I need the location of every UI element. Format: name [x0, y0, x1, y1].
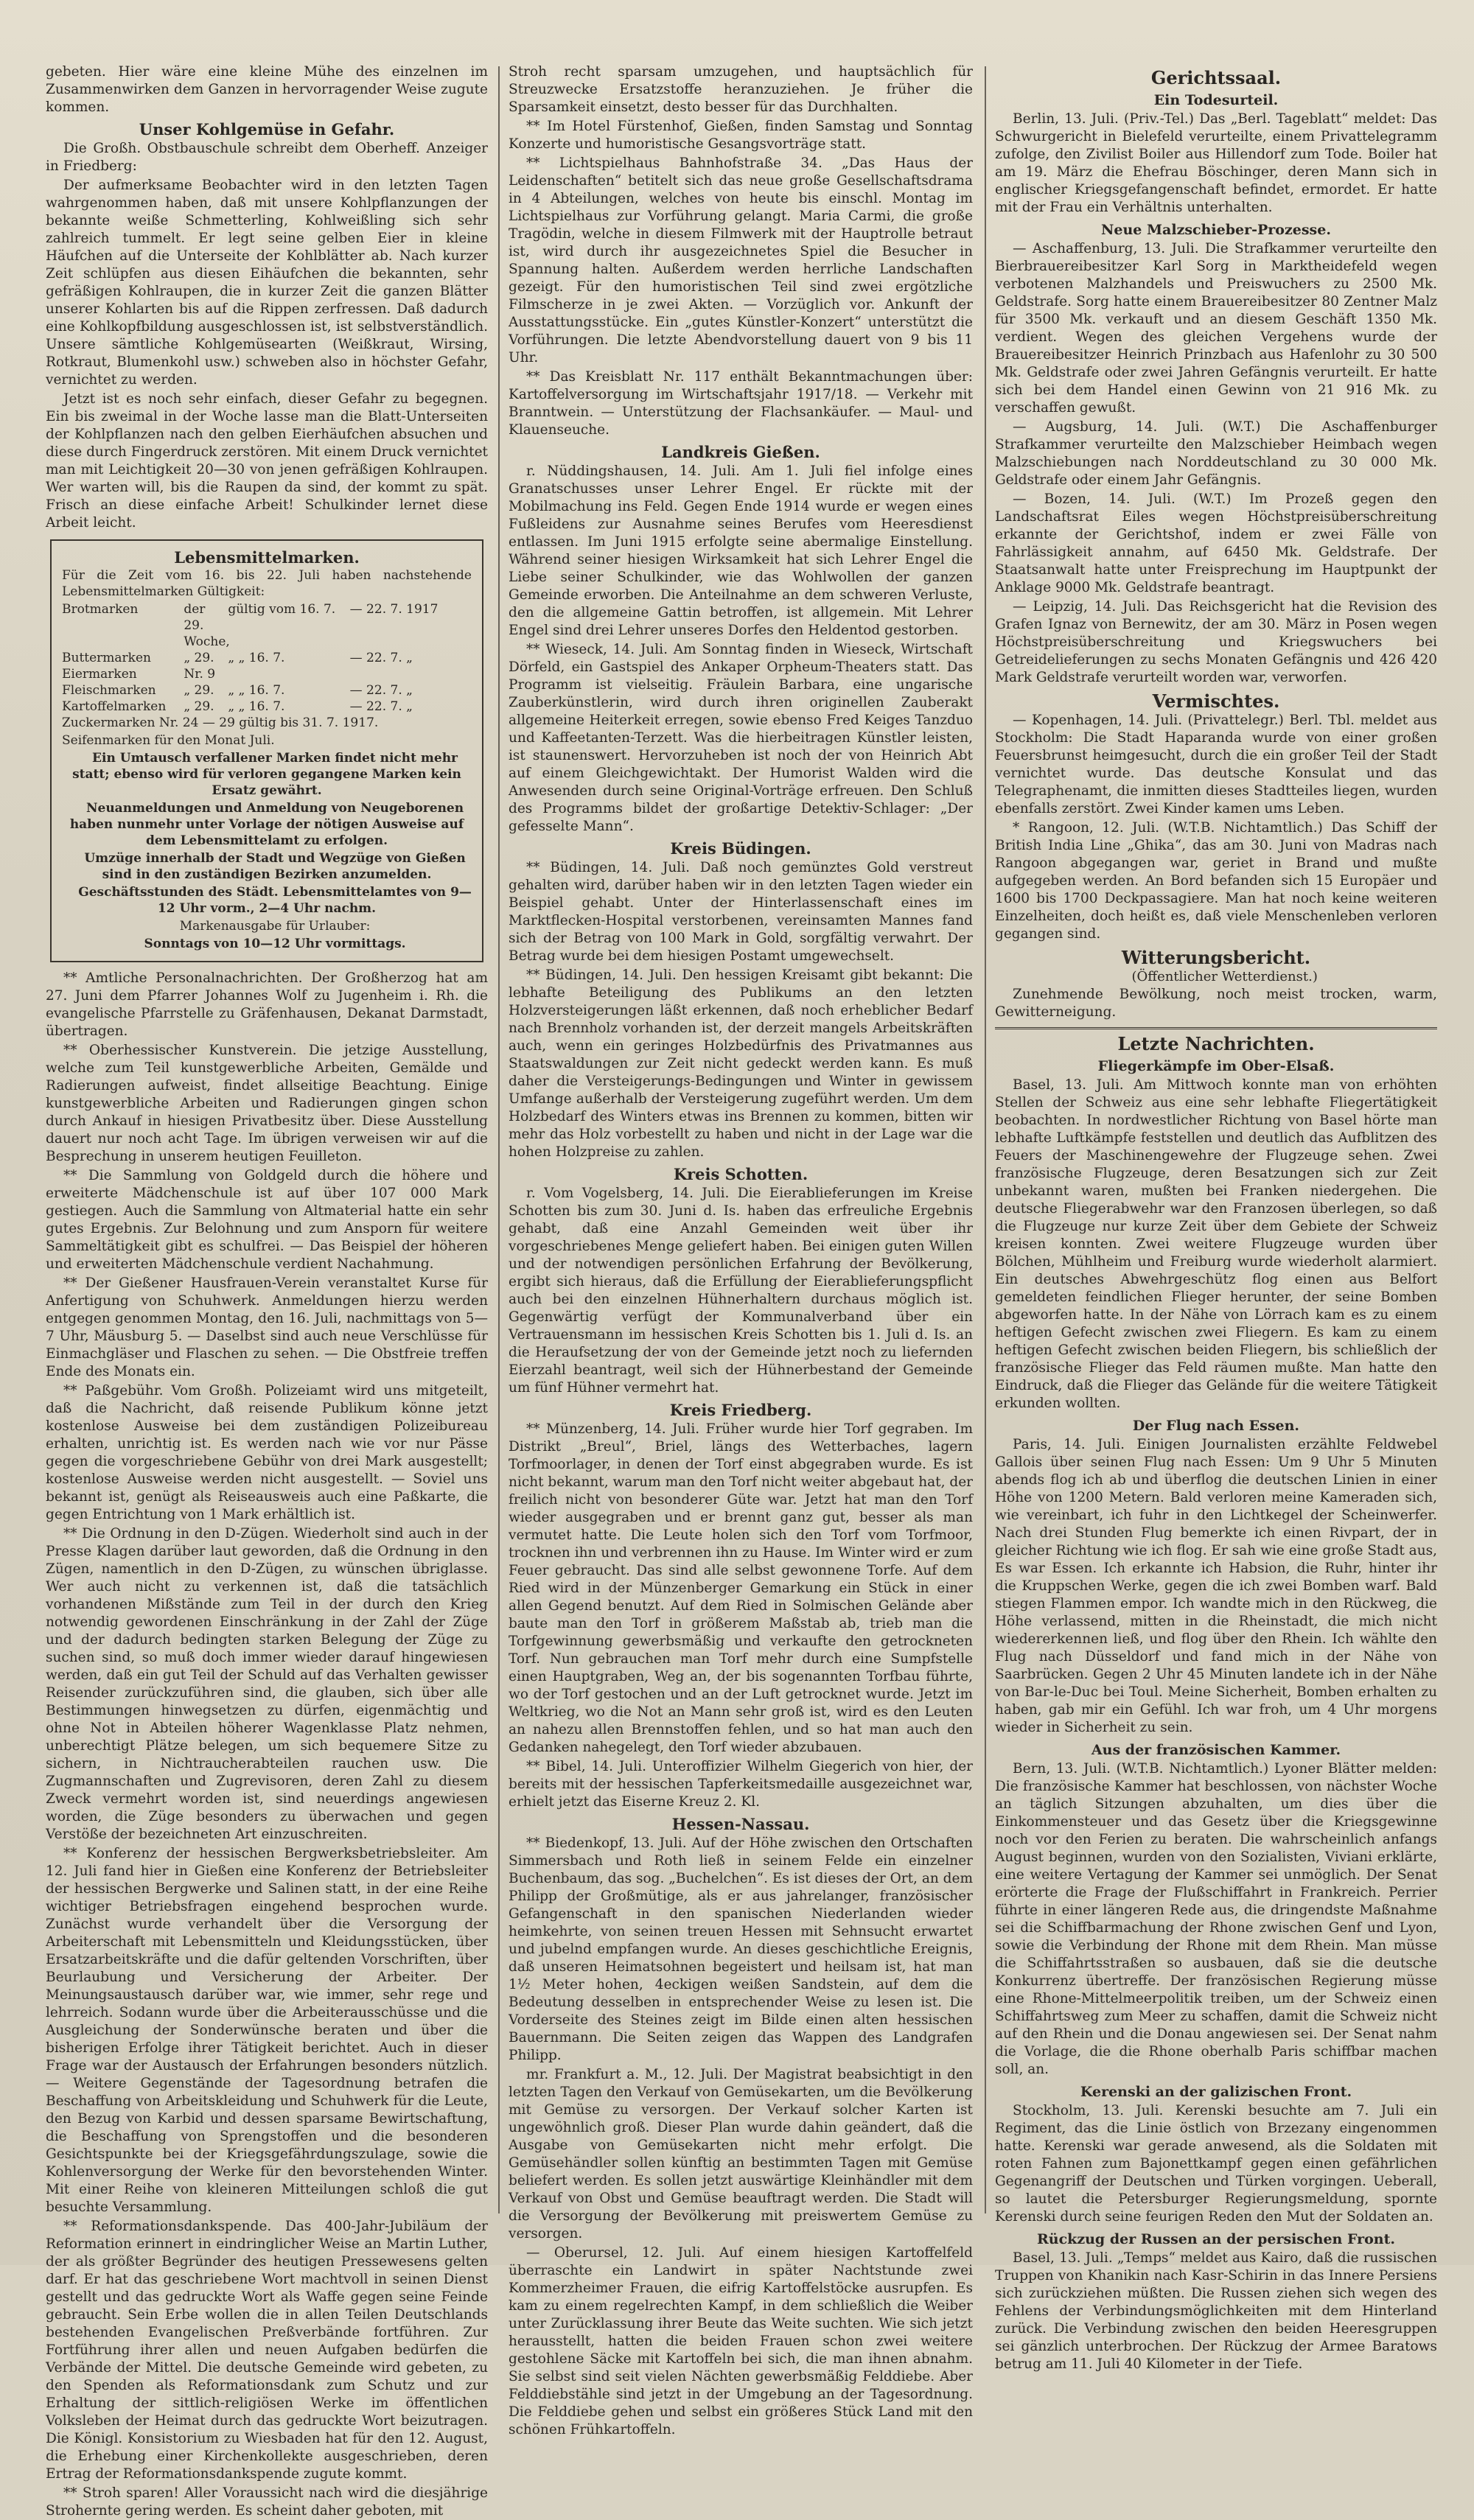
notice-title: Lebensmittelmarken. [174, 548, 360, 567]
article-text: ** Oberhessischer Kunstverein. Die jetzige Ausstellung, welche zum Teil kunstgewerbliche Arbeiten, Gemälde und Radierungen aufweist, findet allseitige Beachtung. Einige kunstgewerbliche Arbeiten und Radierungen gingen schon durch Ankauf in hiesigen Privatbesitz über. Diese Ausstellung dauert nur noch acht Tage. Im übrigen verweisen wir auf die Besprechung in unserem heutigen Feuilleton. [46, 1043, 488, 1164]
notice-bold: Neuanmeldungen und Anmeldung von Neugeborenen haben nunmehr unter Vorlage der nötigen Ausweise auf dem Lebensmittelamt zu erfolgen. [69, 801, 464, 848]
marken-cell: der 29. Woche, [184, 602, 230, 649]
section-heading: Hessen-Nassau. [671, 1815, 810, 1833]
article-text: ** Konferenz der hessischen Bergwerksbetriebsleiter. Am 12. Juli fand hier in Gießen eine Konferenz der Betriebsleiter der hessischen Bergwerke und Salinen statt, in der eine Reihe wichtiger Betriebsfragen eingehend besprochen wurde. Zunächst wurde verhandelt über die Versorgung der Arbeiterschaft mit Lebensmitteln und Kleidungsstücken, über Ersatzarbeitskräfte und die dafür geltenden Vorschriften, über Beurlaubung und Versicherung der Arbeiter. Der Meinungsaustausch darüber war, wie immer, sehr rege und lehrreich. Sodann wurde über die Arbeiterausschüsse und die Ausgleichung der Sonderwünsche beraten und über die bisherigen Erfolge ihrer Tätigkeit berichtet. Auch in dieser Frage war der Austausch der Erfahrungen besonders nützlich. — Weitere Gegenstände der Tagesordnung betrafen die Beschaffung von Arbeitskleidung und Schuhwerk für die Leute, den Bezug von Karbid und dessen sparsame Bewirtschaftung, die Beschaffung von Sprengstoffen und die besonderen Gesichtspunkte bei der Kriegsgefährdungszulage, sowie die Kohlenversorgung der Werke für den bevorstehenden Winter. Mit einer Reihe von kleineren Mitteilungen schloß die gut besuchte Versammlung. [46, 1846, 488, 2215]
section-heading: Landkreis Gießen. [661, 443, 820, 461]
marken-cell: Nr. 9 [184, 667, 216, 682]
article-text: ** Im Hotel Fürstenhof, Gießen, finden Samstag und Sonntag Konzerte und humoristische Gesangsvorträge statt. [509, 119, 973, 152]
section-heading: Kreis Schotten. [673, 1165, 808, 1183]
column-right [995, 63, 1437, 2372]
marken-cell: „ 29. [184, 651, 214, 665]
marken-cell: „ „ 16. 7. [228, 683, 285, 698]
article-text: — Leipzig, 14. Juli. Das Reichsgericht hat die Revision des Grafen Ignaz von Bernewitz, der am 30. März in Posen wegen Höchstpreisüberschreitung und Kriegswuchers bei Getreidelieferungen zu sechs Monaten Gefängnis und 426 420 Mark Geldstrafe verurteilt worden war, verworfen. [995, 599, 1437, 685]
marken-cell: — 22. 7. 1917 [349, 602, 439, 617]
article-text: ** Münzenberg, 14. Juli. Früher wurde hier Torf gegraben. Im Distrikt „Breul“, Briel, längs des Wetterbaches, lagern Torfmoorlager, in denen der Torf einst abgegraben wurde. Es ist nicht bekannt, warum man den Torf nicht weiter abgebaut hat, der freilich nicht von besonderer Güte war. Jetzt hat man den Torf wieder ausgegraben und er brennt ganz gut, besser als man vermutet hatte. Die Leute holen sich den Torf vom Torfmoor, trocknen ihn und verbrennen ihn zu Hause. Im Winter wird er zum Feuer gebraucht. Das sind alle selbst gewonnene Torfe. Auf dem Ried wird in der Münzenberger Gemarkung ein Stück in einer allen Gegend benutzt. Auf dem Ried in Solmischen Gelände aber baute man den Torf in größerem Maßstab ab, trieb man die Torfgewinnung gewerbsmäßig und verkaufte den getrockneten Torf. Nun gebrauchen man Torf mehr durch eine Sumpfstelle einen Hauptgraben, Weg an, der bis sogenannten Torfbau führte, wo der Torf gestochen und an der Luft getrocknet wurde. Jetzt im Weltkrieg, wo die Not an Mann sehr groß ist, wird es den Leuten an nahezu allen Brennstoffen fehlen, und so hat man auch den Gedanken nahegelegt, den Torf wieder abzubauen. [509, 1421, 973, 1755]
marken-cell [350, 666, 472, 682]
article-text: Zunehmende Bewölkung, noch meist trocken, warm, Gewitterneigung. [995, 987, 1437, 1020]
section-heading: Letzte Nachrichten. [1117, 1033, 1315, 1054]
subheading: Fliegerkämpfe im Ober-Elsaß. [1097, 1058, 1335, 1074]
subheading: Ein Todesurteil. [1153, 92, 1279, 108]
subheading: Rückzug der Russen an der persischen Front. [1036, 2231, 1396, 2247]
article-text: Stroh recht sparsam umzugehen, und hauptsächlich für Streuzwecke Ersatzstoffe heranzuziehen. Je früher die Sparsamkeit einsetzt, desto besser für das Durchhalten. [509, 64, 973, 115]
article-text: — Augsburg, 14. Juli. (W.T.) Die Aschaffenburger Strafkammer verurteilte den Malzschieber Heimbach wegen Malzschiebungen nach Norddeutschland zu 30 000 Mk. Geldstrafe oder einem Jahr Gefängnis. [995, 419, 1437, 488]
article-text: Der aufmerksame Beobachter wird in den letzten Tagen wahrgenommen haben, daß mit unsere Kohlpflanzungen der bekannte weiße Schmetterling, Kohlweißling sich sehr zahlreich tummelt. Er legt seine gelben Eier in kleine Häufchen auf die Unterseite der Kohlblätter ab. Nach kurzer Zeit schlüpfen aus diesen Eihäufchen die bekannten, sehr gefräßigen Kohlraupen, die in kurzer Zeit die ganzen Blätter unserer Kohlarten bis auf die Rippen zerfressen. Daß dadurch eine Kohlkopfbildung ausgeschlossen ist, ist selbstverständlich. Unsere sämtliche Kohlgemüsearten (Weißkraut, Wirsing, Rotkraut, Blumenkohl usw.) schweben also in höchster Gefahr, vernichtet zu werden. [46, 178, 488, 388]
marken-cell: — 22. 7. „ [349, 683, 413, 698]
section-heading: Kreis Büdingen. [670, 839, 811, 858]
article-text: ** Reformationsdankspende. Das 400-Jahr-Jubiläum der Reformation erinnert in eindringlicher Weise an Martin Luther, der als größter Begründer des heutigen Pressewesens gelten darf. Er hat das geschriebene Wort machtvoll in seinen Dienst gestellt und das gedruckte Wort als Waffe gegen seine Feinde gebraucht. Sein Erbe wollen die in allen Teilen Deutschlands bestehenden Evangelischen Preßverbände fortführen. Zur Fortführung ihrer allen und neuen Aufgaben bedürfen die Verbände der Mittel. Die deutsche Gemeinde wird gebeten, zu den Spenden als Reformationsdank zum Schutz und zur Erhaltung der sittlich-religiösen Werke im öffentlichen Volksleben der Heimat durch das gedruckte Wort beizutragen. Die Königl. Konsistorium zu Wiesbaden hat für den 12. August, die Erhebung einer Kirchenkollekte ausgeschrieben, deren Ertrag der Reformationsdankspende zugute kommt. [46, 2219, 488, 2482]
article-text: gebeten. Hier wäre eine kleine Mühe des einzelnen im Zusammenwirken dem Ganzen in hervorragender Weise zugute kommen. [46, 64, 488, 115]
article-text: r. Vom Vogelsberg, 14. Juli. Die Eierablieferungen im Kreise Schotten bis zum 30. Juni d. Is. haben das erfreuliche Ergebnis gehabt, daß eine Anzahl Gemeinden weit über ihr vorgeschriebenes Menge geliefert haben. Bei einigen guten Willen und der notwendigen persönlichen Erfahrung der Bevölkerung, ergibt sich hieraus, daß die Erfüllung der Eierablieferungspflicht auch bei den einzelnen Hühnerhaltern durchaus möglich ist. Gegenwärtig verfügt der Kommunalverband über ein Vertrauensmann im hessischen Kreis Schotten bis 1. Juli d. Is. an die Heraufsetzung der von der Gemeinde jetzt noch zu liefernden Eierzahl beantragt, weil sich der Hühnerbestand der Gemeinde um fünf Hühner vermehrt hat. [509, 1186, 973, 1396]
marken-cell: Buttermarken [62, 651, 151, 665]
article-text: — Aschaffenburg, 13. Juli. Die Strafkammer verurteilte den Bierbrauereibesitzer Karl Sorg in Marktheidefeld wegen verbotenen Malzhandels und Preiswuchers zu 2500 Mk. Geldstrafe. Sorg hatte einem Brauereibesitzer 80 Zentner Malz für 3500 Mk. verkauft und an diesem Geschäft 1350 Mk. verdient. Wegen des gleichen Vergehens wurde der Brauereibesitzer Heinrich Prinzbach aus Hafenlohr zu 30 500 Mk. Geldstrafe oder zwei Jahren Gefängnis verurteilt. Er hatte sich bei dem Handel einen Gewinn von 21 916 Mk. zu verschaffen gewußt. [995, 241, 1437, 416]
article-text: Basel, 13. Juli. Am Mittwoch konnte man von erhöhten Stellen der Schweiz aus eine sehr lebhafte Fliegertätigkeit beobachten. In nordwestlicher Richtung von Basel hörte man lebhafte Luftkämpfe feststellen und deutlich das Aufblitzen des Feuers der Maschinengewehre der Flugzeuge sehen. Zwei französische Flugzeuge, deren Besatzungen sich zur Zeit unbekannt waren, mußten bei Franken niedergehen. Die deutsche Fliegerabwehr war den Franzosen überlegen, so daß die Flugzeuge nur kurze Zeit über dem Gebiete der Schweiz kreisen konnten. Zwei weitere Flugzeuge wurden über Bölchen, Mühlheim und Freiburg wurde wiederholt alarmiert. Ein deutsches Abwehrgeschütz flog einen aus Belfort gemeldeten feindlichen Flieger herunter, der seine Bomben abgeworfen hatte. In der Nähe von Lörrach kam es zu einem heftigen Gefecht zwischen zwei Fliegern. Es kam zu einem heftigen Gefecht zwischen beiden Fliegern, bis schließlich der französische Flieger das Feld räumen mußte. Man hatte den Eindruck, daß die Flieger das Gelände für die weitere Tätigkeit erkunden wollten. [995, 1077, 1437, 1411]
notice-text: Markenausgabe für Urlauber: [179, 919, 371, 934]
article-text: * Rangoon, 12. Juli. (W.T.B. Nichtamtlich.) Das Schiff der British India Line „Ghika“, das am 30. Juni von Madras nach Rangoon abgegangen war, geriet in Brand und mußte aufgegeben werden. An Bord befanden sich 15 Europäer und 1600 bis 1700 Deckpassagiere. Man hat noch keine weiteren Einzelheiten, doch heißt es, daß viele Menschenleben verloren gegangen sind. [995, 820, 1437, 942]
marken-cell: — 22. 7. „ [349, 651, 413, 665]
notice-bold: Geschäftsstunden des Städt. Lebensmittelamtes von 9—12 Uhr vorm., 2—4 Uhr nachm. [78, 885, 472, 916]
marken-cell: Brotmarken [62, 602, 139, 617]
notice-text: Seifenmarken für den Monat Juli. [62, 733, 275, 748]
article-text: ** Die Sammlung von Goldgeld durch die höhere und erweiterte Mädchenschule ist auf über 107 000 Mark gestiegen. Auch die Sammlung von Altmaterial hatte ein sehr gutes Ergebnis. Zur Belohnung und zum Ansporn für weitere Sammeltätigkeit gibt es schulfrei. — Das Beispiel der höheren und erweiterten Mädchenschule verdient Nachahmung. [46, 1168, 488, 1272]
article-text: mr. Frankfurt a. M., 12. Juli. Der Magistrat beabsichtigt in den letzten Tagen den Verkauf von Gemüsekarten, um die Bevölkerung mit Gemüse zu versorgen. Der Verkauf solcher Karten ist ungewöhnlich groß. Dieser Plan wurde dahin geändert, daß die Ausgabe von Gemüsekarten nicht mehr erfolgt. Die Gemüsehändler sollen künftig an bestimmten Tagen mit Gemüse beliefert werden. Es sollen jetzt auswärtige Kleinhändler mit dem Verkauf von Obst und Gemüse beauftragt werden. Die Stadt will die Versorgung der Bevölkerung mit preiswertem Gemüse zu versorgen. [509, 2067, 973, 2241]
marken-cell: gültig vom 16. 7. [228, 602, 336, 617]
article-text: — Bozen, 14. Juli. (W.T.) Im Prozeß gegen den Landschaftsrat Eiles wegen Höchstpreisüberschreitung erkannte der Gerichtshof, indem er zwei Fälle von Fahrlässigkeit annahm, auf 6450 Mk. Geldstrafe. Der Staatsanwalt hatte unter Freisprechung im Hauptpunkt der Anklage 9000 Mk. Geldstrafe beantragt. [995, 491, 1437, 595]
marken-cell: Kartoffelmarken [62, 699, 167, 714]
article-text: ** Büdingen, 14. Juli. Den hessigen Kreisamt gibt bekannt: Die lebhafte Beteiligung des Publikums an den letzten Holzversteigerungen läßt erkennen, daß noch erheblicher Bedarf nach Brennholz vorhanden ist, der derzeit mangels Arbeitskräften auch, wenn ein geringes Holzbedürfnis des Privatmannes aus Staatswaldungen zur Zeit nicht gedeckt werden kann. Es muß daher die Versteigerungs-Bedingungen und Winter in gewissem Umfange außerhalb der Versteigerung zugeführt werden. Um dem Holzbedarf des Winters etwas ins Brennen zu kommen, bitten wir mehr das Holz vorbestellt zu haben und nicht in der Lage war die hohen Holzpreise zu zahlen. [509, 967, 973, 1160]
section-heading: Witterungsbericht. [1121, 947, 1311, 968]
marken-cell: — 22. 7. „ [349, 699, 413, 714]
column-rule [985, 66, 986, 2213]
marken-table [62, 601, 472, 715]
headline: Unser Kohlgemüse in Gefahr. [139, 120, 395, 139]
article-text: Jetzt ist es noch sehr einfach, dieser Gefahr zu begegnen. Ein bis zweimal in der Woche lasse man die Blatt-Unterseiten der Kohlpflanzen nach den gelben Eierhäufchen absuchen und diese durch Fingerdruck zerstören. Mit einem Druck vernichtet man mit Leichtigkeit 20—30 von jenen gefräßigen Kohlraupen. Wer warten will, bis die Raupen da sind, der kommt zu spät. Frisch an diese einfache Arbeit! Schulkinder lernet diese Arbeit leicht. [46, 391, 488, 531]
weather-subtitle: (Öffentlicher Wetterdienst.) [1131, 969, 1318, 984]
subheading: Aus der französischen Kammer. [1091, 1742, 1341, 1758]
article-text: — Kopenhagen, 14. Juli. (Privattelegr.) Berl. Tbl. meldet aus Stockholm: Die Stadt Haparanda wurde von einer großen Feuersbrunst heimgesucht, durch die ein großer Teil der Stadt vernichtet wurde. Das deutsche Konsulat und das Telegraphenamt, die inmitten dieses Stadtteiles liegen, wurden ebenfalls zerstört. Zwei Kinder kamen ums Leben. [995, 713, 1437, 816]
article-text: ** Wieseck, 14. Juli. Am Sonntag finden in Wieseck, Wirtschaft Dörfeld, ein Gastspiel des Ankaper Orpheum-Theaters statt. Das Programm ist vielseitig. Fräulein Barbara, eine ungarische Zauberkünstlerin, wird durch ihren originellen Zauberakt allgemeine Heiterkeit erregen, sowie ebenso Fred Keiges Tanzduo und Kaffeetanten-Terzett. Was die hierbeitragen Künstler leisten, ist staunenswert. Hervorzuheben ist noch der von Heinrich Abt auf einem Gleichgewichtakt. Der Humorist Walden wird die Anwesenden durch seine Original-Vorträge erfreuen. Den Schluß des Programms bildet der großartige Detektiv-Schlager: „Der gefesselte Mann“. [509, 642, 973, 834]
article-text: Berlin, 13. Juli. (Priv.-Tel.) Das „Berl. Tageblatt“ meldet: Das Schwurgericht in Bielefeld verurteilte, einem Privattelegramm zufolge, den Zivilist Boiler aus Hillendorf zum Tode. Boiler hat am 19. März die Ehefrau Böschinger, deren Mann sich in englischer Kriegsgefangenschaft befindet, ermordet. Er hatte mit der Frau ein Verhältnis unterhalten. [995, 111, 1437, 215]
notice-bold: Ein Umtausch verfallener Marken findet nicht mehr statt; ebenso wird für verloren gegangene Marken kein Ersatz gewährt. [72, 751, 461, 798]
section-heading: Vermischtes. [1152, 690, 1280, 712]
article-text: ** Paßgebühr. Vom Großh. Polizeiamt wird uns mitgeteilt, daß die Nachricht, daß reisende Publikum könne jetzt kostenlose Ausweise bei dem zuständigen Polizeibureau erhalten, unrichtig ist. Es werden nach wie vor nur Pässe gegen die vorgeschriebene Gebühr von drei Mark ausgestellt; kostenlose Ausweise werden nicht ausgestellt. — Soviel uns bekannt ist, genügt als Reiseausweis auch eine Paßkarte, die gegen Entrichtung von 1 Mark erhältlich ist. [46, 1383, 488, 1522]
marken-cell: „ „ 16. 7. [228, 699, 285, 714]
article-text: Die Großh. Obstbauschule schreibt dem Oberheff. Anzeiger in Friedberg: [46, 141, 488, 174]
marken-cell: „ 29. [184, 683, 214, 698]
article-text: Stockholm, 13. Juli. Kerenski besuchte am 7. Juli ein Regiment, das die Linie östlich von Brzezany eingenommen hatte. Kerenski war gerade anwesend, als die Soldaten mit roten Fahnen zum Bajonettkampf gegen einen gefährlichen Gegenangriff der Deutschen und Türken vorgingen. Ueberall, so lautet die Petersburger Regierungsmeldung, spornte Kerenski durch seine feurigen Reden den Mut der Soldaten an. [995, 2103, 1437, 2225]
article-text: ** Die Ordnung in den D-Zügen. Wiederholt sind auch in der Presse Klagen darüber laut geworden, daß die Ordnung in den Zügen, namentlich in den D-Zügen, zu wünschen übriglasse. Wer auch nicht zu verkennen ist, daß die tatsächlich vorhandenen Mißstände zum Teil in der durch den Krieg notwendig gewordenen Einschränkung in der Zahl der Züge und der dadurch bedingten starken Belegung der Züge zu suchen sind, so muß doch immer wieder darauf hingewiesen werden, daß ein gut Teil der Schuld auf das Verhalten gewisser Reisender zurückzuführen sind, die glauben, sich über alle Bestimmungen hinwegsetzen zu dürfen, eigenmächtig und ohne Not in Abteilen höherer Wagenklasse Platz nehmen, unberechtigt Plätze belegen, um sich bequemere Sitze zu sichern, in Nichtraucherabteilen rauchen usw. Die Zugmannschaften und Zugrevisoren, deren Zahl zu diesem Zweck vermehrt worden ist, sind neuerdings angewiesen worden, die Züge besonders zu überwachen und gegen Verstöße der bezeichneten Art einzuschreiten. [46, 1526, 488, 1842]
article-text: — Oberursel, 12. Juli. Auf einem hiesigen Kartoffelfeld überraschte ein Landwirt in später Nachtstunde zwei Kommerzheimer Frauen, die eifrig Kartoffelstöcke ausrupfen. Es kam zu einem regelrechten Kampf, in dem schließlich die Weiber unter Zurücklassung ihrer Beute das Weite suchten. Wie sich jetzt herausstellt, hatten die beiden Frauen schon zwei weitere gestohlene Säcke mit Kartoffeln bei sich, die man ihnen abnahm. Sie selbst sind seit vielen Nächten gewerbsmäßig Felddiebe. Aber Felddiebstähle sind jetzt in der Umgebung an der Tagesordnung. Die Felddiebe gehen und selbst ein größeres Stück Land mit den schönen Frühkartoffeln. [509, 2245, 973, 2437]
subheading: Der Flug nach Essen. [1132, 1418, 1300, 1434]
article-text: ** Stroh sparen! Aller Voraussicht nach wird die diesjährige Strohernte gering werden. Es scheint daher geboten, mit [46, 2485, 488, 2519]
article-text: ** Büdingen, 14. Juli. Daß noch gemünztes Gold verstreut gehalten wird, darüber haben wir in den letzten Tagen wieder ein Beispiel gehabt. Unter der Hinterlassenschaft eines im Marktflecken-Hospital verstorbenen, vereinsamten Mannes fand sich der Betrag von 100 Mark in Gold, sorgfältig verwahrt. Der Betrag wurde bei dem hiesigen Postamt umgewechselt. [509, 860, 973, 964]
article-text: r. Nüddingshausen, 14. Juli. Am 1. Juli fiel infolge eines Granatschusses unser Lehrer Engel. Er rückte mit der Mobilmachung ins Feld. Gegen Ende 1914 wurde er wegen eines Fußleidens zur Ausnahme seines Berufes vom Heeresdienst entlassen. Im Juni 1915 erfolgte seine abermalige Einstellung. Während seiner hiesigen Wirksamkeit hat sich Lehrer Engel die Liebe seiner Schulkinder, wie das Wohlwollen der ganzen Gemeinde erworben. Die Anteilnahme an dem schweren Verluste, den die allgemeine Gattin betroffen, ist allgemein. Mit Lehrer Engel sind drei Lehrer unseres Dorfes den Heldentod gestorben. [509, 463, 973, 638]
notice-lead: Für die Zeit vom 16. bis 22. Juli haben nachstehende Lebensmittelmarken Gültigkeit: [62, 568, 472, 599]
marken-cell: Fleischmarken [62, 683, 156, 698]
notice-bold: Sonntags von 10—12 Uhr vormittags. [144, 937, 406, 951]
subheading: Kerenski an der galizischen Front. [1080, 2084, 1352, 2100]
lebensmittelmarken-notice [50, 539, 483, 962]
section-heading: Gerichtssaal. [1150, 67, 1282, 88]
marken-cell: Eiermarken [62, 667, 137, 682]
article-text: ** Amtliche Personalnachrichten. Der Großherzog hat am 27. Juni dem Pfarrer Johannes Wolf zu Jugenheim i. Rh. die evangelische Pfarrstelle zu Gräfenhausen, Dekanat Darmstadt, übertragen. [46, 970, 488, 1039]
subheading: Neue Malzschieber-Prozesse. [1101, 222, 1331, 238]
article-text: ** Bibel, 14. Juli. Unteroffizier Wilhelm Giegerich von hier, der bereits mit der hessischen Tapferkeitsmedaille ausgezeichnet war, erhielt jetzt das Eiserne Kreuz 2. Kl. [509, 1759, 973, 1810]
article-text: ** Lichtspielhaus Bahnhofstraße 34. „Das Haus der Leidenschaften“ betitelt sich das neue große Gesellschaftsdrama in 4 Abteilungen, welches von heute bis einschl. Montag im Lichtspielhaus zur Vorführung gelangt. Maria Carmi, die große Tragödin, welche in diesem Filmwerk mit der Hauptrolle betraut ist, wird durch ihr ausgezeichnetes Spiel die Besucher in Spannung halten. Außerdem werden herrliche Landschaften gezeigt. Für den humoristischen Teil sind zwei ergötzliche Filmscherze in je zwei Akten. — Vorzüglich vor. Ankunft der Ausstattungsstücke. Ein „gutes Künstler-Konzert“ unterstützt die Vorführungen. Die letzte Abendvorstellung dauert von 9 bis 11 Uhr. [509, 155, 973, 365]
article-text: ** Der Gießener Hausfrauen-Verein veranstaltet Kurse für Anfertigung von Schuhwerk. Anmeldungen hierzu werden entgegen genommen Montag, den 16. Juli, nachmittags von 5—7 Uhr, Mäusburg 5. — Daselbst sind auch neue Verschlüsse für Einmachgläser und Flaschen zu sehen. — Die Obstfreie treffen Ende des Monats ein. [46, 1275, 488, 1379]
article-text: ** Biedenkopf, 13. Juli. Auf der Höhe zwischen den Ortschaften Simmersbach und Roth ließ in seinem Felde ein einzelner Buchenbaum, das sog. „Buchelchen“. Es ist dieses der Ort, an dem Philipp der Großmütige, als er aus jahrelanger, französischer Gefangenschaft in den spanischen Niederlanden wieder heimkehrte, von seinen treuen Hessen mit Sehnsucht erwartet und jubelnd empfangen wurde. An dieses geschichtliche Ereignis, daß unseren Heimatsohnen begeistert und heilsam ist, hat man 1½ Meter hohen, 4eckigen weißen Sandstein, auf dem die Bedeutung desselben in entsprechender Weise zu lesen ist. Die Vorderseite des Steines zeigt im Bilde einen alten hessischen Bauernmann. Die Seiten zeigen das Wappen des Landgrafen Philipp. [509, 1835, 973, 2063]
section-heading: Kreis Friedberg. [669, 1401, 812, 1419]
column-left [46, 63, 488, 2519]
notice-text: Zuckermarken Nr. 24 — 29 gültig bis 31. 7. 1917. [62, 715, 379, 730]
notice-bold: Umzüge innerhalb der Stadt und Wegzüge von Gießen sind in den zuständigen Bezirken anzumelden. [84, 851, 466, 882]
marken-cell: „ 29. [184, 699, 214, 714]
column-middle [509, 63, 973, 2437]
article-text: Basel, 13. Juli. „Temps“ meldet aus Kairo, daß die russischen Truppen von Khanikin nach Kasr-Schirin in das Innere Persiens sich zurückziehen müßten. Die Russen ziehen sich wegen des Fehlens der Verbindungsmöglichkeiten mit dem Hinterland zurück. Die Verbindung zwischen den beiden Heeresgruppen sei gänzlich unterbrochen. Der Rückzug der Armee Baratows betrug am 11. Juli 40 Kilometer in der Tiefe. [995, 2250, 1437, 2372]
marken-cell [228, 666, 349, 682]
article-text: Bern, 13. Juli. (W.T.B. Nichtamtlich.) Lyoner Blätter melden: Die französische Kammer hat beschlossen, von nächster Woche an täglich Sitzungen abzuhalten, um dies über die Einkommensteuer und das Gesetz über die Kriegsgewinne noch vor den Ferien zu beraten. Die wahrscheinlich anfangs August beginnen, wurden von den Sozialisten, Viviani erklärte, eine weitere Vertagung der Kammer sei unmöglich. Der Senat erörterte die Frage der Flußschiffahrt in Frankreich. Perrier führte in einer längeren Rede aus, die dringendste Maßnahme sei die Schiffbarmachung der Rhone zwischen Genf und Lyon, sowie die Verbindung der Rhone mit dem Rhein. Man müsse die Schiffahrtsstraßen so ausbauen, daß sie die deutsche Konkurrenz übertreffe. Der französischen Regierung müsse eine Rhone-Mittelmeerpolitik treiben, um der Schweiz einen Schiffahrtsweg zum Meer zu schaffen, damit die Schweiz nicht auf den Rhein und die Donau angewiesen sei. Der Senat nahm die Vorlage, die die Rhone oberhalb Paris schiffbar machen soll, an. [995, 1761, 1437, 2077]
column-rule [498, 66, 500, 2213]
article-text: ** Das Kreisblatt Nr. 117 enthält Bekanntmachungen über: Kartoffelversorgung im Wirtschaftsjahr 1917/18. — Verkehr mit Branntwein. — Unterstützung der Flachsankäufer. — Maul- und Klauenseuche. [509, 369, 973, 438]
divider [995, 1027, 1437, 1029]
marken-cell: „ „ 16. 7. [228, 651, 285, 665]
article-text: Paris, 14. Juli. Einigen Journalisten erzählte Feldwebel Gallois über seinen Flug nach Essen: Um 9 Uhr 5 Minuten abends flog ich ab und überflog die deutschen Linien in einer Höhe von 1200 Metern. Bald verloren meine Kameraden sich, wie vereinbart, ich fuhr in den Lichtkegel der Scheinwerfer. Nach drei Stunden Flug bemerkte ich einen Rivpart, der in gleicher Richtung wie ich flog. Er sah wie eine große Stadt aus, Es war Essen. Ich erkannte ich Habsion, die Ruhr, hinter ihr die Kruppschen Werke, gegen die ich zwei Bomben warf. Bald stiegen Flammen empor. Ich wandte mich in den Rückweg, die Höhe verlassend, mitten in die Rheinstadt, die mich nicht wiedererkennen ließ, und flog über den Rhein. Ich wählte den Flug nach Düsseldorf und fand mich in der Nähe von Saarbrücken. Gegen 2 Uhr 45 Minuten landete ich in der Nähe von Bar-le-Duc bei Toul. Meine Sicherheit, Bomben erhalten zu haben, gab mir ein Gefühl. Ich war froh, um 4 Uhr morgens wieder in Sicherheit zu sein. [995, 1437, 1437, 1735]
